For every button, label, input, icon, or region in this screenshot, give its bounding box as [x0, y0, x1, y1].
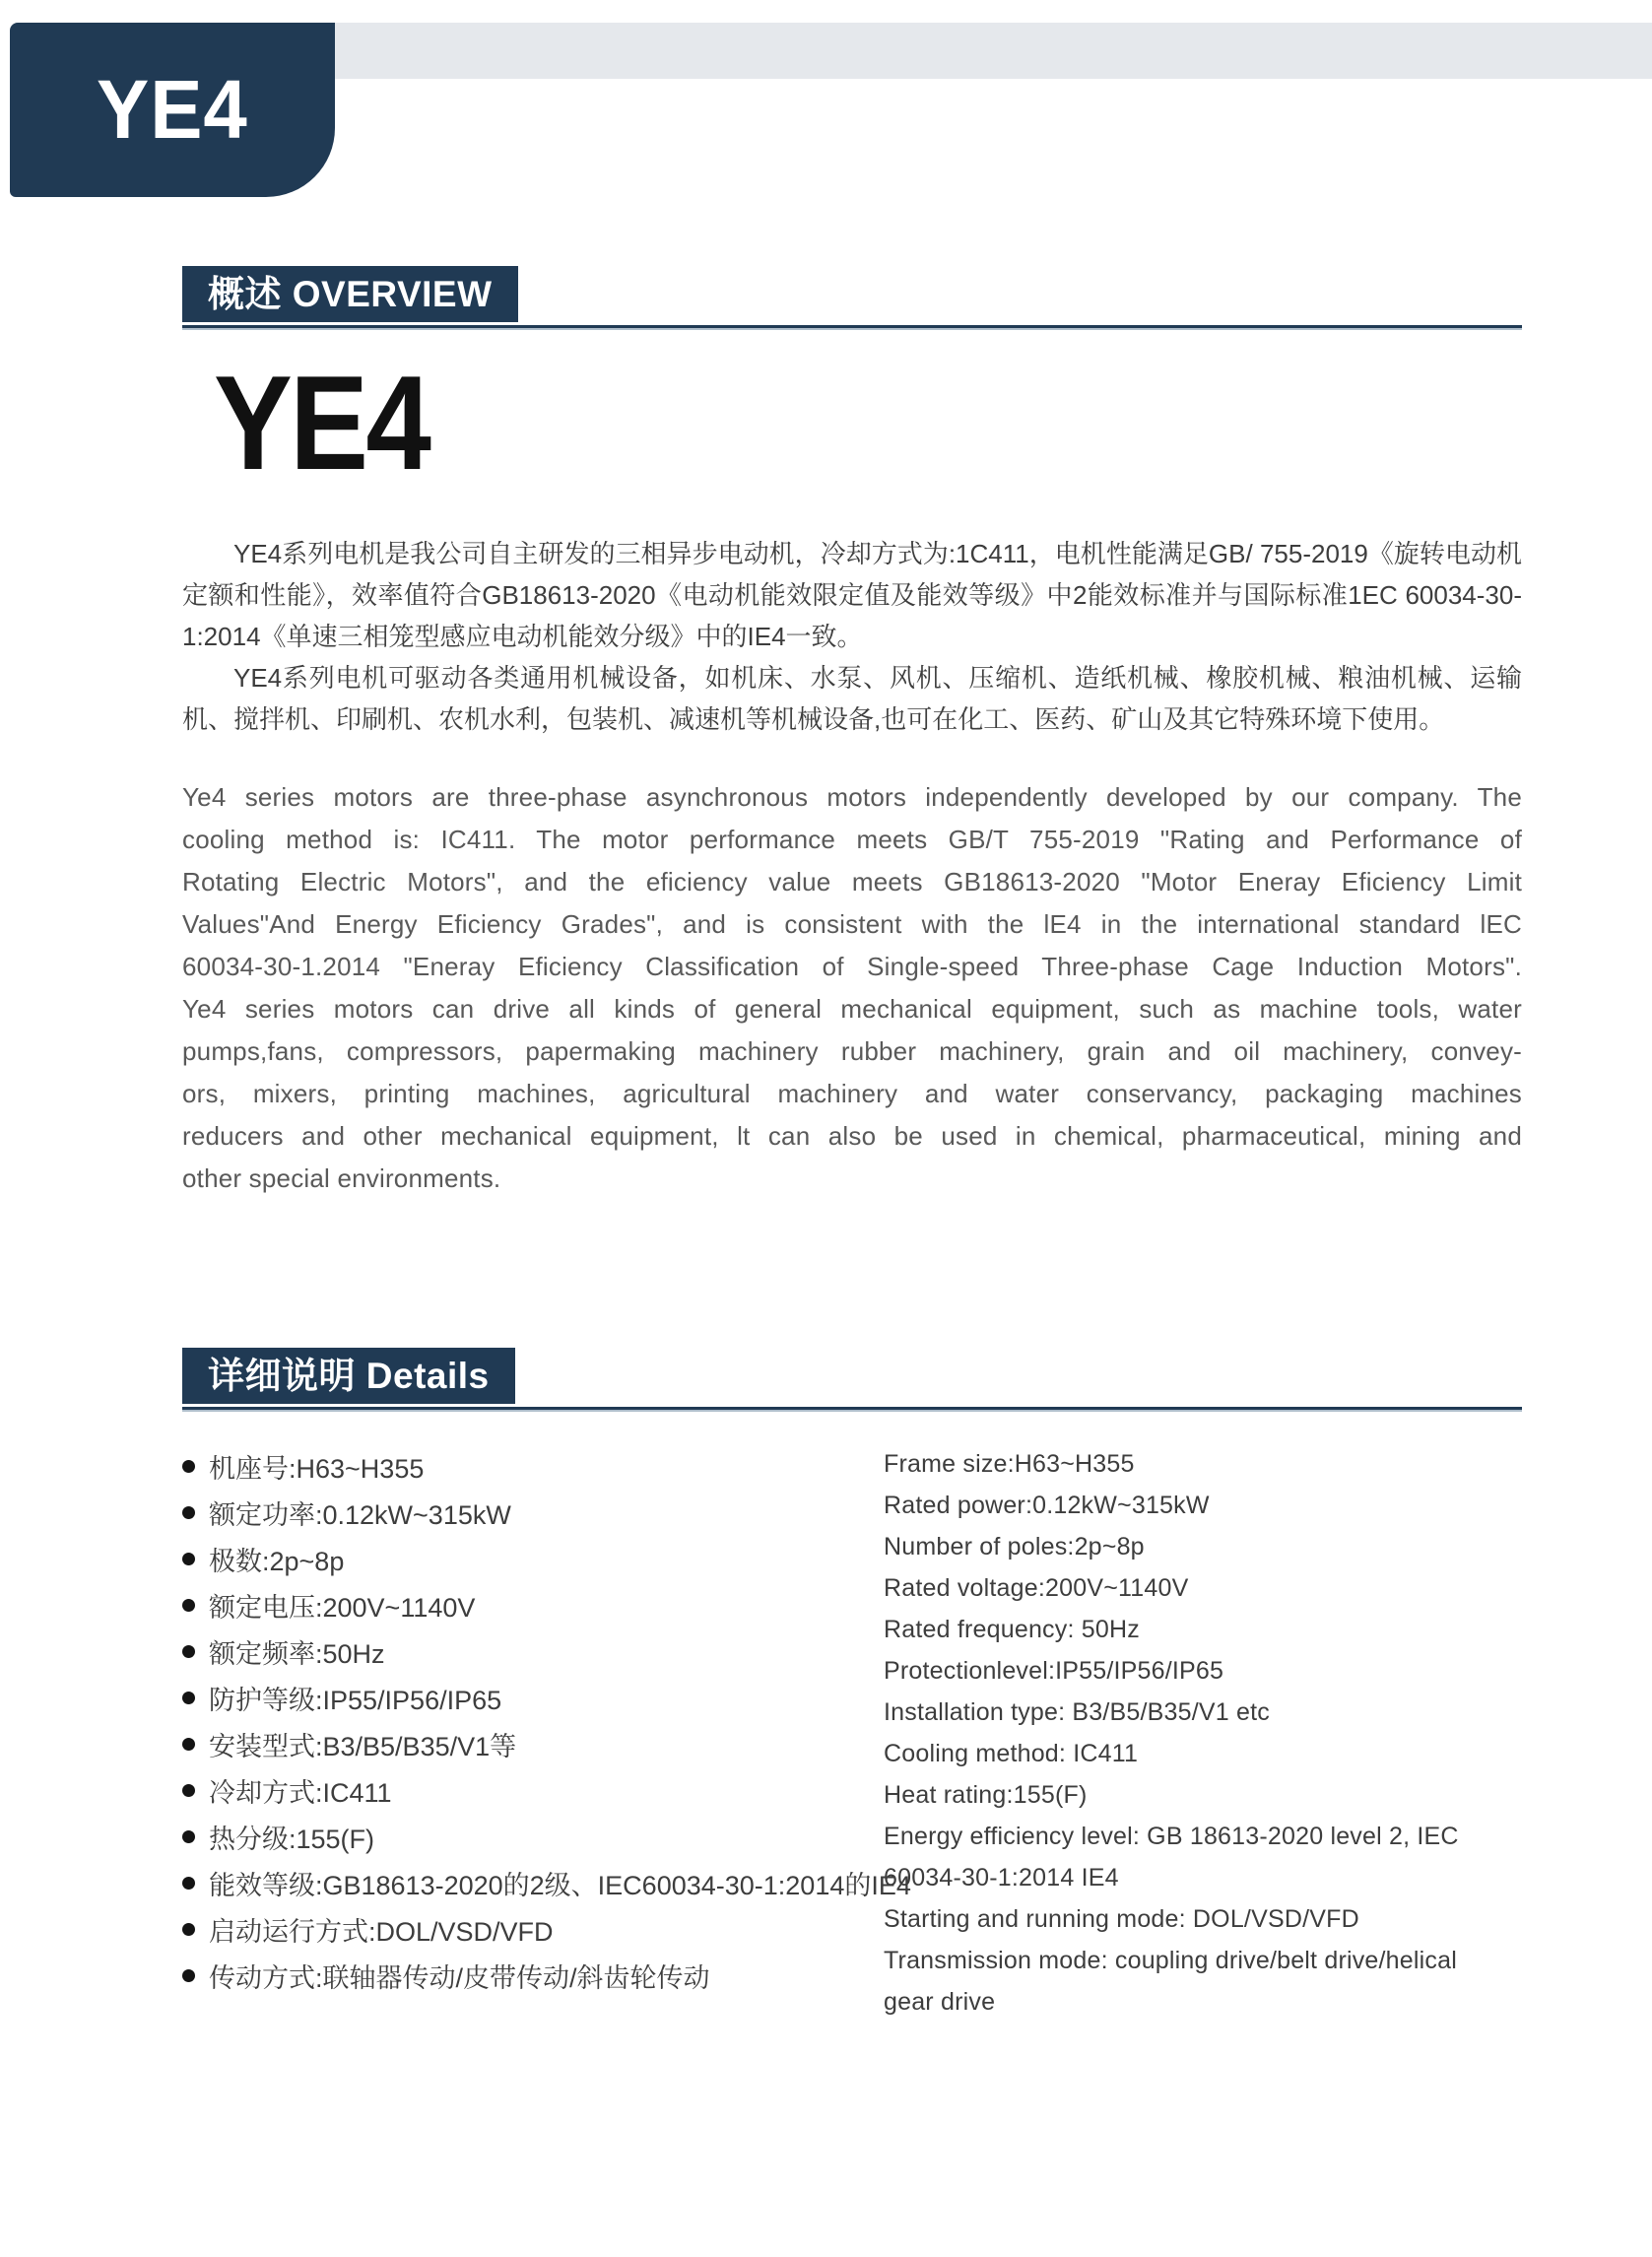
spec-line-en: Heat rating:155(F)	[884, 1781, 1088, 1809]
overview-paragraph-zh: YE4系列电机是我公司自主研发的三相异步电动机，冷却方式为:1C411，电机性能满足GB/ 755-2019《旋转电动机定额和性能》，效率值符合GB18613-2020《电动机能效限定值及能效等级》中2能效标准并与国际标准1EC 60034-30-1:2014《单速三相笼型感应电动机能效分级》中的IE4一致。	[182, 539, 1522, 651]
spec-line-en: Rated voltage:200V~1140V	[884, 1574, 1189, 1602]
spec-item-zh	[182, 1628, 884, 1675]
product-title: YE4	[214, 348, 430, 498]
bullet-icon	[182, 1506, 195, 1519]
details-section-header-row	[182, 1348, 1522, 1404]
spec-item-zh	[182, 1860, 911, 1906]
spec-line-en: gear drive	[884, 1988, 996, 2016]
overview-line-en: pumps,fans, compressors, papermaking machinery rubber machinery, grain and oil machinery, convey-	[182, 1036, 1522, 1066]
spec-item-zh	[182, 1953, 884, 1999]
spec-list-en	[884, 1443, 1522, 2023]
overview-line-en: Ye4 series motors can drive all kinds of general mechanical equipment, such as machine tools, water	[182, 994, 1522, 1024]
spec-item-zh-text: 能效等级:GB18613-2020的2级、IEC60034-30-1:2014的IE4	[209, 1871, 911, 1900]
bullet-icon	[182, 1599, 195, 1612]
overview-line-en: 60034-30-1.2014 "Eneray Eficiency Classification of Single-speed Three-phase Cage Induction Motors".	[182, 952, 1522, 981]
details-section-rule	[182, 1407, 1522, 1412]
bullet-icon	[182, 1645, 195, 1658]
spec-list-zh	[182, 1443, 911, 1999]
bullet-icon	[182, 1969, 195, 1982]
spec-line-en: Starting and running mode: DOL/VSD/VFD	[884, 1905, 1359, 1933]
spec-item-zh-text: 热分级:155(F)	[209, 1825, 375, 1854]
spec-line-en: Protectionlevel:IP55/IP56/IP65	[884, 1657, 1224, 1685]
spec-item-zh	[182, 1675, 884, 1721]
bullet-icon	[182, 1553, 195, 1565]
spec-line-en: Rated power:0.12kW~315kW	[884, 1492, 1210, 1519]
overview-line-en: cooling method is: IC411. The motor performance meets GB/T 755-2019 "Rating and Performance of	[182, 825, 1522, 854]
spec-item-zh	[182, 1536, 884, 1582]
overview-section-header-row	[182, 266, 1522, 322]
spec-line-en: Rated frequency: 50Hz	[884, 1616, 1140, 1643]
spec-item-zh-text: 额定电压:200V~1140V	[209, 1593, 476, 1623]
spec-item-zh	[182, 1490, 884, 1536]
overview-chinese-paragraphs	[182, 533, 1522, 740]
spec-line-en: Frame size:H63~H355	[884, 1450, 1135, 1478]
bullet-icon	[182, 1830, 195, 1843]
spec-item-zh	[182, 1582, 884, 1628]
overview-section-rule	[182, 325, 1522, 330]
brand-logo-text: YE4	[97, 63, 248, 156]
spec-item-zh	[182, 1906, 884, 1953]
spec-item-zh-text: 启动运行方式:DOL/VSD/VFD	[209, 1917, 554, 1947]
overview-section-title: 概述 OVERVIEW	[208, 274, 493, 314]
spec-line-en: Energy efficiency level: GB 18613-2020 level 2, IEC	[884, 1823, 1459, 1850]
spec-item-zh-text: 传动方式:联轴器传动/皮带传动/斜齿轮传动	[209, 1963, 710, 1993]
spec-line-en: Cooling method: IC411	[884, 1740, 1139, 1767]
overview-line-en: reducers and other mechanical equipment, lt can also be used in chemical, pharmaceutical, mining and	[182, 1121, 1522, 1151]
overview-line-en: Ye4 series motors are three-phase asynchronous motors independently developed by our company. The	[182, 782, 1522, 812]
bullet-icon	[182, 1923, 195, 1936]
spec-line-en: Number of poles:2p~8p	[884, 1533, 1145, 1560]
spec-line-en: 60034-30-1:2014 IE4	[884, 1864, 1119, 1892]
overview-line-en: ors, mixers, printing machines, agricultural machinery and water conservancy, packaging machines	[182, 1079, 1522, 1108]
overview-paragraph-zh: YE4系列电机可驱动各类通用机械设备，如机床、水泵、风机、压缩机、造纸机械、橡胶机械、粮油机械、运输机、搅拌机、印刷机、农机水利，包装机、减速机等机械设备,也可在化工、医药、矿山及其它特殊环境下使用。	[182, 663, 1522, 734]
spec-item-zh-text: 防护等级:IP55/IP56/IP65	[209, 1686, 502, 1715]
spec-item-zh	[182, 1767, 884, 1814]
spec-item-zh-text: 额定功率:0.12kW~315kW	[209, 1500, 511, 1530]
spec-item-zh-text: 额定频率:50Hz	[209, 1639, 385, 1669]
bullet-icon	[182, 1738, 195, 1751]
overview-line-en: Values"And Energy Eficiency Grades", and is consistent with the lE4 in the international standard lEC	[182, 909, 1522, 939]
bullet-icon	[182, 1877, 195, 1890]
bullet-icon	[182, 1692, 195, 1704]
details-section-header	[182, 1348, 515, 1404]
details-columns	[182, 1443, 1522, 2023]
overview-section-header	[182, 266, 518, 322]
spec-line-en: Installation type: B3/B5/B35/V1 etc	[884, 1698, 1270, 1726]
overview-line-en: Rotating Electric Motors", and the eficiency value meets GB18613-2020 "Motor Eneray Eficiency Limit	[182, 867, 1522, 896]
page-content	[182, 0, 1522, 2023]
details-section-title: 详细说明 Details	[208, 1356, 490, 1396]
spec-item-zh-text: 极数:2p~8p	[209, 1547, 345, 1576]
spec-item-zh	[182, 1814, 884, 1860]
bullet-icon	[182, 1460, 195, 1473]
overview-english-paragraph	[182, 776, 1522, 1200]
spec-item-zh	[182, 1443, 884, 1490]
spec-item-zh-text: 冷却方式:IC411	[209, 1778, 392, 1808]
spec-item-zh	[182, 1721, 884, 1767]
bullet-icon	[182, 1784, 195, 1797]
overview-line-en: other special environments.	[182, 1163, 501, 1193]
spec-item-zh-text: 安装型式:B3/B5/B35/V1等	[209, 1732, 517, 1761]
spec-item-zh-text: 机座号:H63~H355	[209, 1454, 425, 1484]
spec-line-en: Transmission mode: coupling drive/belt drive/helical	[884, 1947, 1457, 1974]
